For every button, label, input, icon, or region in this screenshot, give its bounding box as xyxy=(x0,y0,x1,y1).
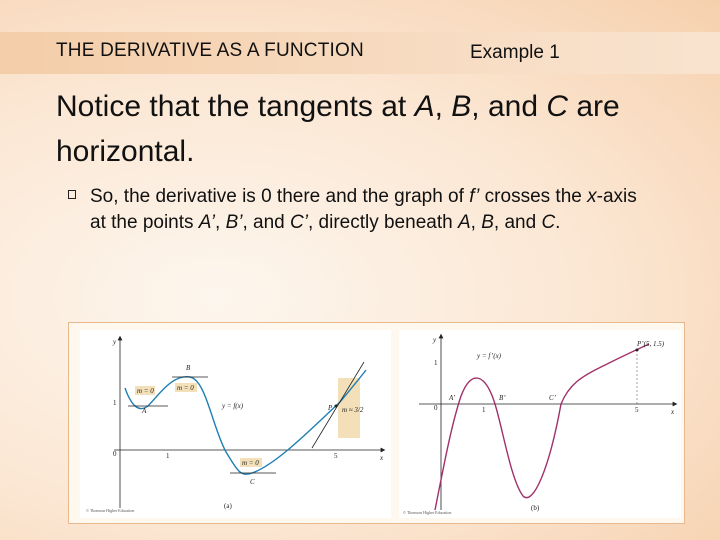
example-label: Example 1 xyxy=(470,42,560,63)
origin-label: 0 xyxy=(113,450,117,458)
y-tick-1: 1 xyxy=(434,359,438,367)
curve-f-prime-label: y = f’(x) xyxy=(477,352,502,360)
bullet-part: , and xyxy=(493,212,542,233)
heading-point-b: B xyxy=(451,90,472,123)
bullet-a: A xyxy=(457,212,471,233)
heading-part: , and xyxy=(471,90,547,123)
point-b-label: B xyxy=(186,364,191,372)
point-a-label: A xyxy=(142,407,147,415)
point-b-prime-label: B’ xyxy=(499,394,506,402)
point-c-label: C xyxy=(250,478,255,486)
x-tick-5: 5 xyxy=(334,452,338,460)
slope-b-label: m = 0 xyxy=(177,384,194,392)
bullet-a-prime: A’ xyxy=(198,212,215,233)
slope-c-label: m = 0 xyxy=(242,459,259,467)
heading-point-c: C xyxy=(546,90,569,123)
copyright-b: © Thomson Higher Education xyxy=(403,510,452,515)
bullet-part: , xyxy=(470,212,482,233)
y-axis-label: y xyxy=(433,336,437,344)
square-bullet-icon xyxy=(68,190,76,199)
x-tick-1: 1 xyxy=(166,452,170,460)
heading-text xyxy=(56,84,696,174)
heading-part: , xyxy=(434,90,452,123)
copyright-a: © Thomson Higher Education xyxy=(86,508,135,513)
bullet-c: C xyxy=(541,212,556,233)
point-p-label: P xyxy=(328,404,333,412)
caption-a: (a) xyxy=(224,502,232,510)
point-p-prime-label: P’(5, 1.5) xyxy=(637,340,665,348)
curve-f-label: y = f(x) xyxy=(222,402,244,410)
slope-a-label: m = 0 xyxy=(137,387,154,395)
point-p xyxy=(335,405,338,408)
graph-f-prime-panel xyxy=(399,330,681,518)
bullet-part: crosses the xyxy=(479,186,588,207)
bullet-c-prime: C’ xyxy=(290,212,308,233)
bullet-f-prime: f’ xyxy=(469,186,480,207)
x-tick-1: 1 xyxy=(482,406,486,414)
x-axis-label: x xyxy=(671,408,675,416)
point-a-prime-label: A’ xyxy=(449,394,456,402)
bullet-part: So, the derivative is 0 there and the graph of xyxy=(90,186,470,207)
origin-label: 0 xyxy=(434,404,438,412)
bullet-part: , directly beneath xyxy=(307,212,458,233)
graph-f-panel xyxy=(80,330,391,518)
bullet-part: , and xyxy=(242,212,291,233)
heading-point-a: A xyxy=(414,90,435,123)
caption-b: (b) xyxy=(531,504,540,512)
bullet-item xyxy=(90,184,650,236)
heading-part: are horizontal. xyxy=(56,90,620,168)
bullet-b-prime: B’ xyxy=(225,212,243,233)
point-p-prime xyxy=(636,349,639,352)
bullet-part: . xyxy=(555,212,561,233)
heading-part: Notice that the tangents at xyxy=(56,90,415,123)
bullet-part: -axis at the points xyxy=(90,186,637,233)
slide-title: THE DERIVATIVE AS A FUNCTION xyxy=(56,40,364,61)
y-axis-label: y xyxy=(113,338,117,346)
y-tick-1: 1 xyxy=(113,399,117,407)
x-axis-label: x xyxy=(380,454,384,462)
curve-f-prime xyxy=(435,344,649,510)
slope-p-label: m ≈ 3/2 xyxy=(342,406,364,414)
graph-f-svg xyxy=(80,330,391,518)
bullet-b: B xyxy=(481,212,494,233)
graph-f-prime-svg xyxy=(399,330,681,518)
x-tick-5: 5 xyxy=(635,406,639,414)
bullet-x: x xyxy=(587,186,597,207)
bullet-part: , xyxy=(215,212,226,233)
point-c-prime-label: C’ xyxy=(549,394,556,402)
